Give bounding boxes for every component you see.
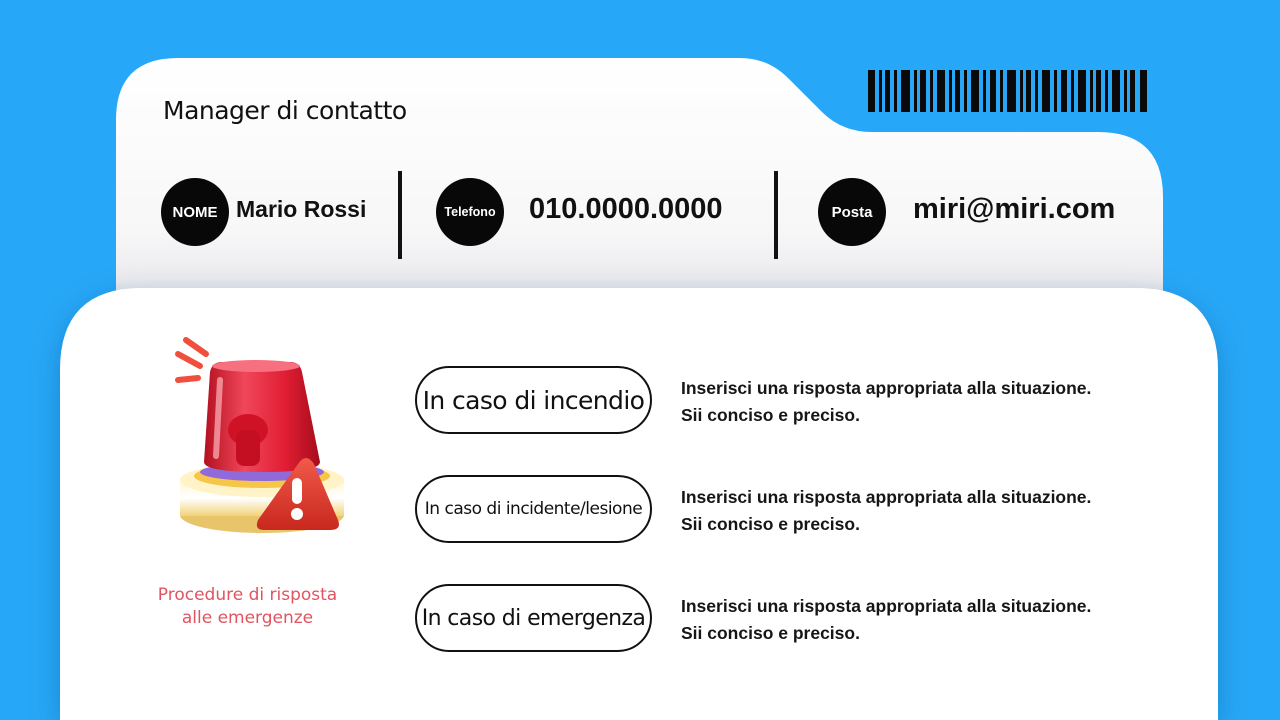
name-value: Mario Rossi [236, 196, 367, 222]
name-badge: NOME [161, 178, 229, 246]
accident-description-line2: Sii conciso e preciso. [681, 514, 860, 534]
siren-icon [160, 330, 350, 540]
fire-description-line1: Inserisci una risposta appropriata alla situazione. [681, 378, 1092, 398]
mail-value[interactable]: miri@miri.com [913, 193, 1116, 225]
accident-description [681, 484, 1141, 538]
accident-description-line1: Inserisci una risposta appropriata alla situazione. [681, 487, 1092, 507]
procedures-caption: Procedure di risposta alle emergenze [157, 585, 338, 628]
emergency-button[interactable]: In caso di emergenza [415, 584, 652, 652]
accident-button[interactable]: In caso di incidente/lesione [415, 475, 652, 543]
fire-button[interactable]: In caso di incendio [415, 366, 652, 434]
divider [774, 171, 778, 259]
phone-value[interactable]: 010.0000.0000 [529, 193, 723, 225]
barcode-icon [868, 70, 1148, 112]
phone-badge: Telefono [436, 178, 504, 246]
mail-badge: Posta [818, 178, 886, 246]
fire-description [681, 375, 1141, 429]
emergency-description-line1: Inserisci una risposta appropriata alla situazione. [681, 596, 1092, 616]
emergency-description [681, 593, 1141, 647]
divider [398, 171, 402, 259]
fire-description-line2: Sii conciso e preciso. [681, 405, 860, 425]
emergency-description-line2: Sii conciso e preciso. [681, 623, 860, 643]
contact-title: Manager di contatto [163, 96, 407, 125]
